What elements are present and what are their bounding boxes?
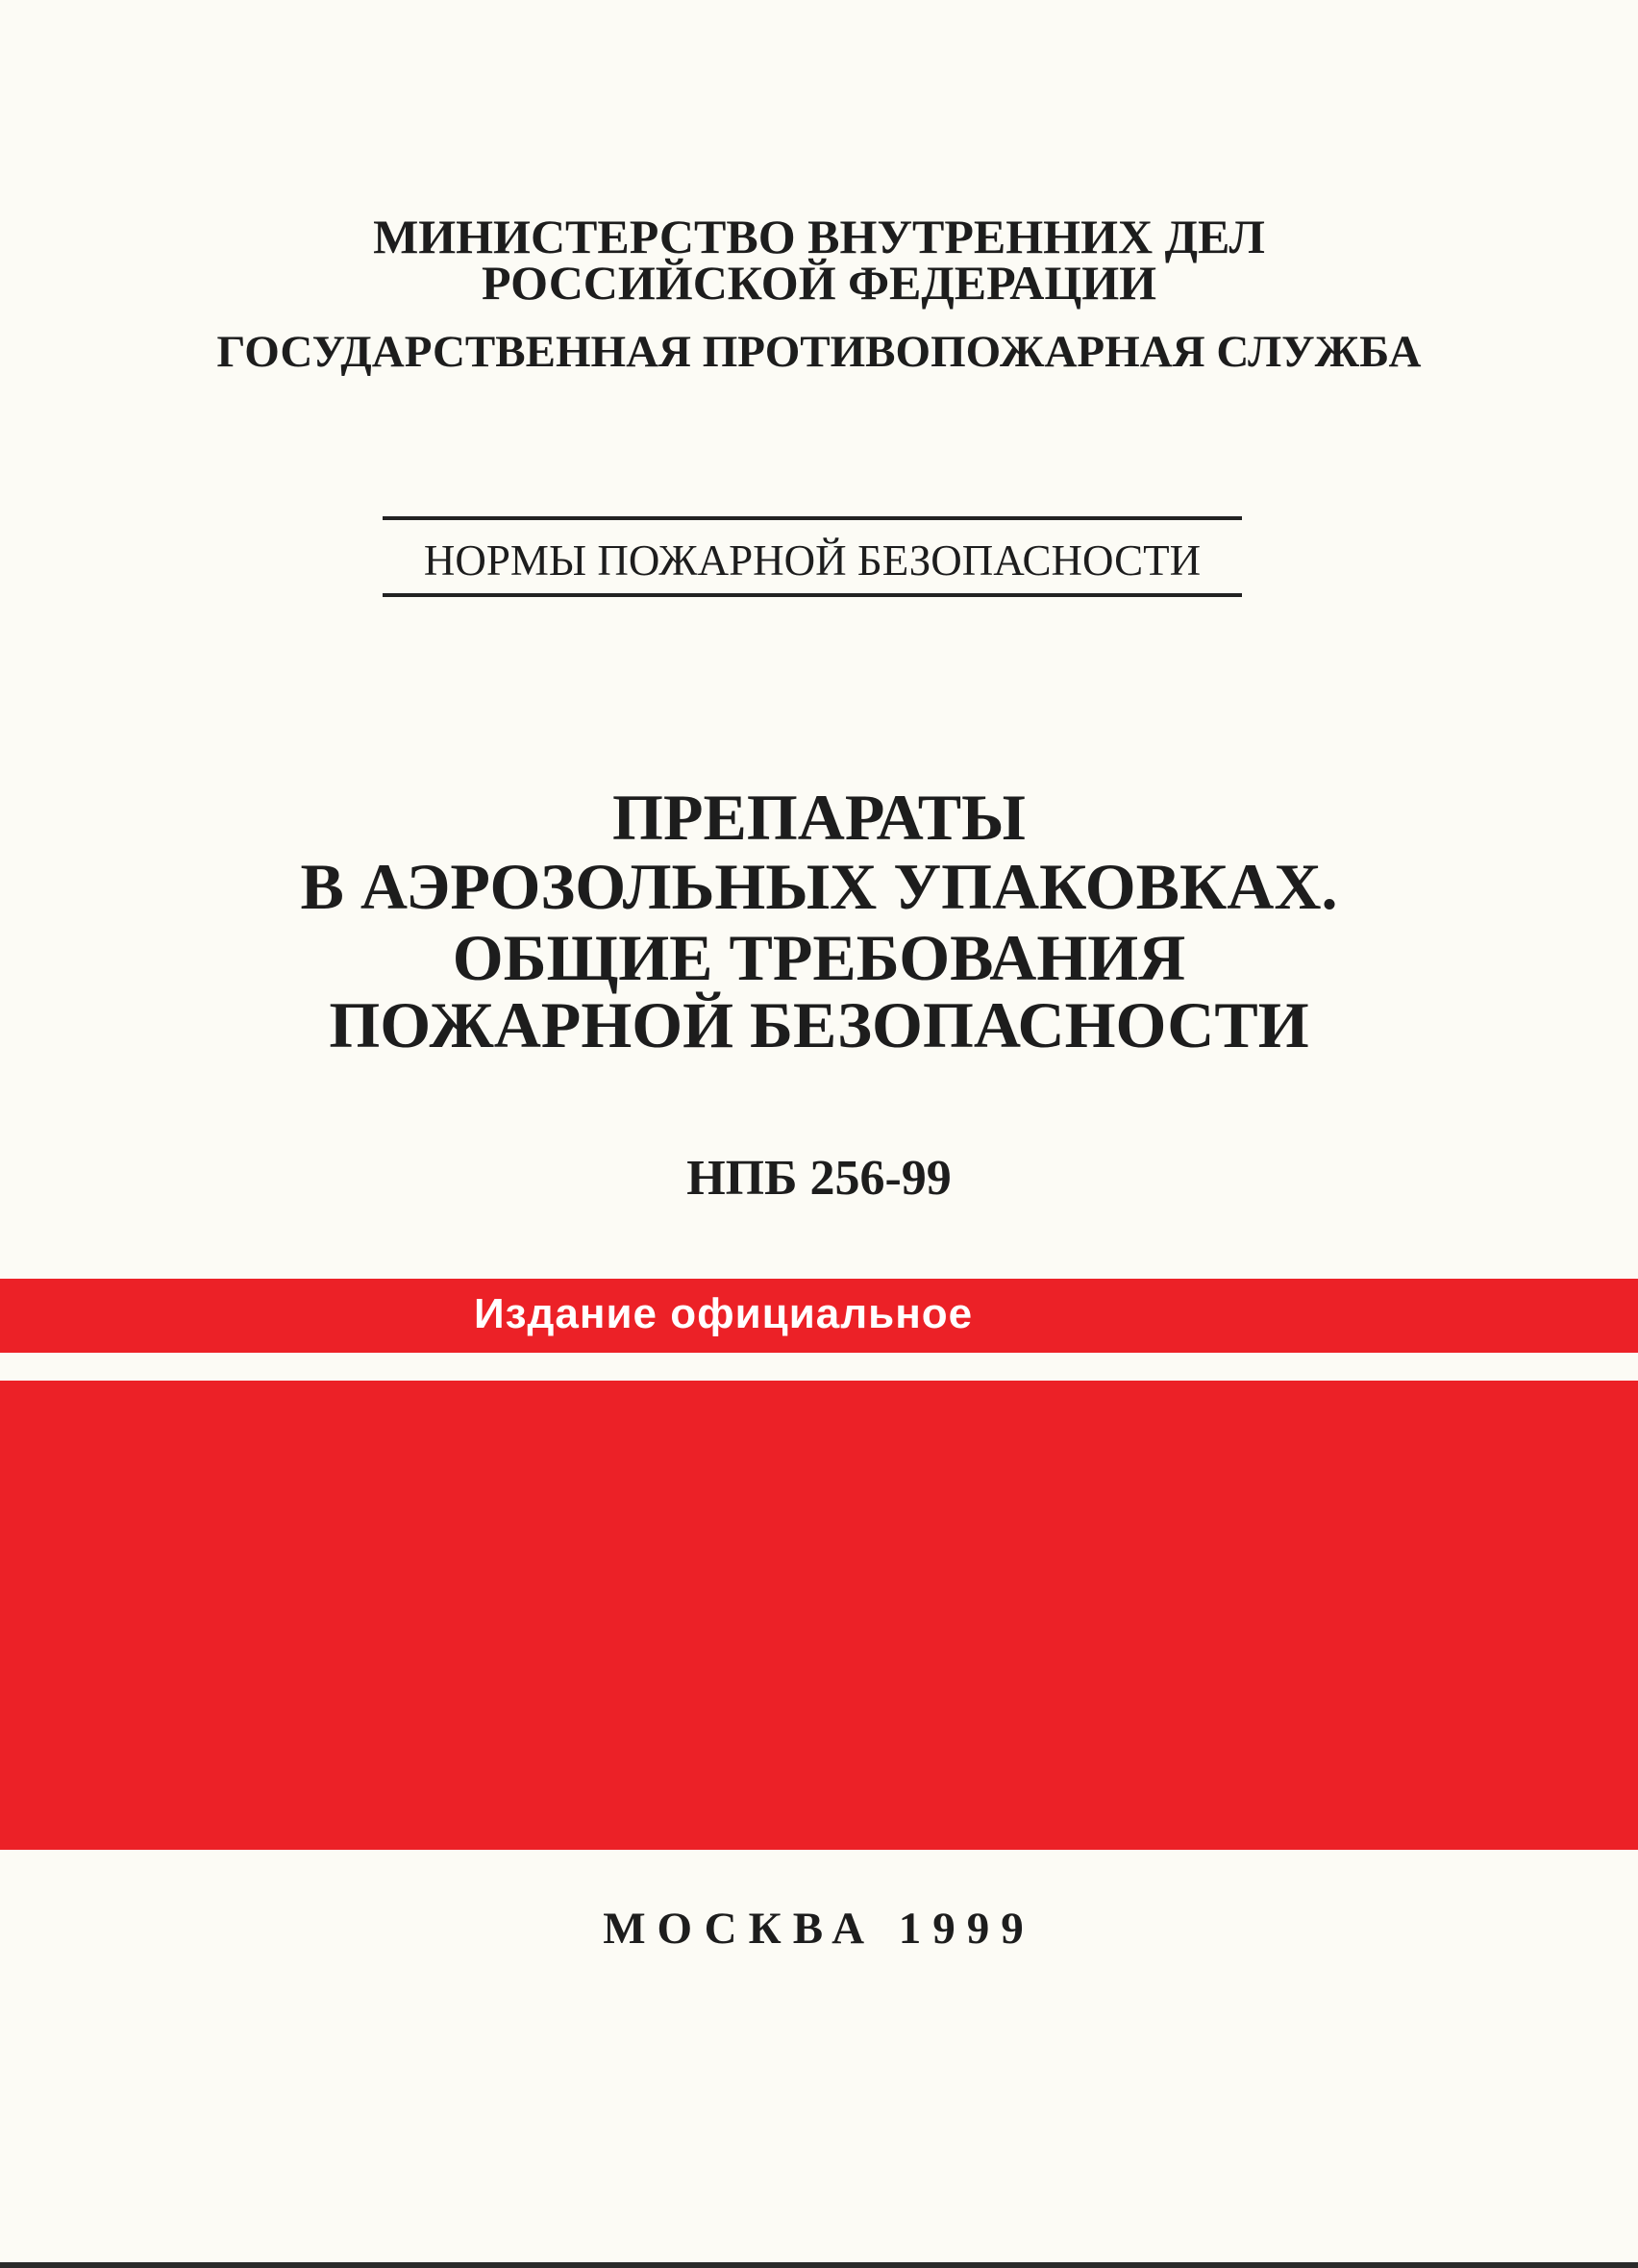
document-title-line3: ОБЩИЕ ТРЕБОВАНИЯ bbox=[452, 921, 1186, 994]
service-name: ГОСУДАРСТВЕННАЯ ПРОТИВОПОЖАРНАЯ СЛУЖБА bbox=[216, 327, 1422, 377]
ministry-name-line1: МИНИСТЕРСТВО ВНУТРЕННИХ ДЕЛ bbox=[373, 210, 1265, 263]
edition-label: Издание официальное bbox=[474, 1290, 974, 1337]
series-title: НОРМЫ ПОЖАРНОЙ БЕЗОПАСНОСТИ bbox=[423, 536, 1202, 585]
document-title-line1: ПРЕПАРАТЫ bbox=[612, 781, 1026, 854]
series-ruled-box bbox=[383, 516, 1242, 597]
document-title-line2: В АЭРОЗОЛЬНЫХ УПАКОВКАХ. bbox=[300, 850, 1338, 923]
page-edge bbox=[0, 2262, 1638, 2268]
imprint-city-year: МОСКВА 1999 bbox=[603, 1904, 1035, 1954]
document-code: НПБ 256-99 bbox=[686, 1151, 952, 1206]
ministry-name-line2: РОССИЙСКОЙ ФЕДЕРАЦИИ bbox=[481, 256, 1157, 310]
edition-band bbox=[0, 1279, 1638, 1353]
document-title-line4: ПОЖАРНОЙ БЕЗОПАСНОСТИ bbox=[329, 988, 1309, 1061]
red-block bbox=[0, 1381, 1638, 1850]
